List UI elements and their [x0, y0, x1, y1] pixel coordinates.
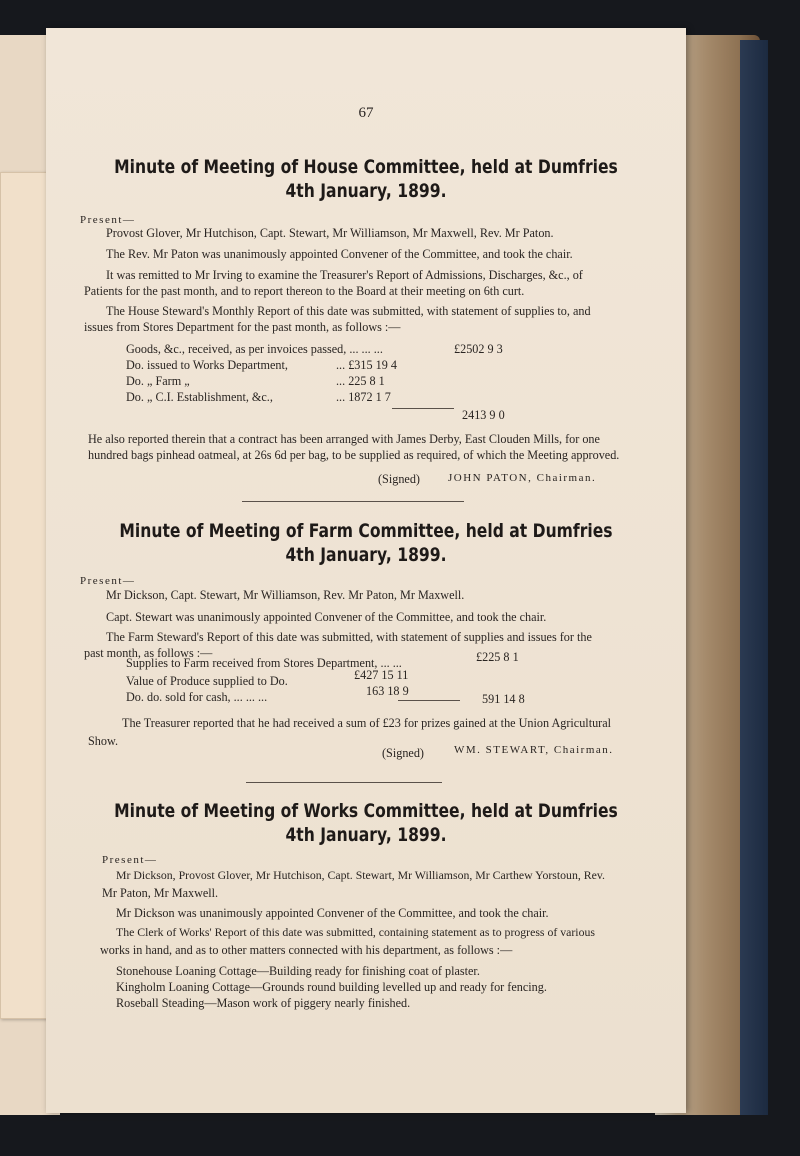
- house-paragraph-2b: Patients for the past month, and to report thereon to the Board at their meeting on 6th curt.: [84, 284, 525, 298]
- farm-signed: (Signed): [382, 746, 424, 760]
- farm-paragraph-3a: The Treasurer reported that he had received a sum of £23 for prizes gained at the Union Agricultural: [122, 716, 612, 730]
- farm-subtotal: 591 14 8: [482, 692, 525, 706]
- works-item-kingholm: Kingholm Loaning Cottage—Grounds round building levelled up and ready for fencing.: [116, 980, 547, 994]
- farm-paragraph-2b: past month, as follows :—: [84, 646, 213, 660]
- farm-row-cash-amount: 163 18 9: [366, 684, 409, 698]
- house-row-ci: Do. „ C.I. Establishment, &c.,: [126, 390, 273, 404]
- house-paragraph-4a: He also reported therein that a contract has been arranged with James Derby, East Clouden Mills, for one: [88, 432, 600, 446]
- house-row-farm: Do. „ Farm „: [126, 374, 190, 388]
- works-paragraph-2b: works in hand, and as to other matters connected with his department, as follows :—: [100, 943, 513, 957]
- house-signed: (Signed): [378, 472, 420, 486]
- works-title-line1: Minute of Meeting of Works Committee, held at Dumfries: [114, 800, 618, 822]
- section-divider: [242, 501, 464, 502]
- house-row-works-amount: ... £315 19 4: [336, 358, 397, 372]
- works-item-stonehouse: Stonehouse Loaning Cottage—Building ready for finishing coat of plaster.: [116, 964, 480, 978]
- works-paragraph-2a: The Clerk of Works' Report of this date was submitted, containing statement as to progress of various: [116, 925, 595, 939]
- house-paragraph-1: The Rev. Mr Paton was unanimously appointed Convener of the Committee, and took the chair.: [106, 247, 573, 261]
- house-title-line1: Minute of Meeting of House Committee, held at Dumfries: [114, 156, 618, 178]
- farm-paragraph-2a: The Farm Steward's Report of this date was submitted, with statement of supplies and issues for the: [106, 630, 592, 644]
- farm-row-produce: Value of Produce supplied to Do.: [126, 674, 288, 688]
- section-divider: [246, 782, 442, 783]
- house-row-goods-total: £2502 9 3: [454, 342, 503, 356]
- works-item-roseball: Roseball Steading—Mason work of piggery nearly finished.: [116, 996, 411, 1010]
- farm-row-supplies: Supplies to Farm received from Stores Department, ... ...: [126, 656, 402, 670]
- farm-row-produce-amount: £427 15 11: [354, 668, 409, 682]
- page-number: 67: [358, 105, 374, 121]
- farm-row-supplies-total: £225 8 1: [476, 650, 519, 664]
- farm-present-list: Mr Dickson, Capt. Stewart, Mr Williamson, Rev. Mr Paton, Mr Maxwell.: [106, 588, 465, 602]
- house-paragraph-3b: issues from Stores Department for the past month, as follows :—: [84, 320, 401, 334]
- house-subtotal: 2413 9 0: [462, 408, 505, 422]
- house-paragraph-4b: hundred bags pinhead oatmeal, at 26s 6d per bag, to be supplied as required, of which the Meeting approved.: [88, 448, 620, 462]
- house-row-works: Do. issued to Works Department,: [126, 358, 288, 372]
- farm-title-line1: Minute of Meeting of Farm Committee, held at Dumfries: [119, 520, 613, 542]
- document-page: [46, 28, 686, 1113]
- house-present-list: Provost Glover, Mr Hutchison, Capt. Stewart, Mr Williamson, Mr Maxwell, Rev. Mr Paton.: [106, 226, 554, 240]
- house-sum-rule: [392, 408, 454, 409]
- house-row-farm-amount: ... 225 8 1: [336, 374, 385, 388]
- farm-present-label: Present—: [80, 575, 136, 587]
- works-title-line2: 4th January, 1899.: [285, 824, 447, 846]
- house-present-label: Present—: [80, 214, 136, 226]
- farm-paragraph-1: Capt. Stewart was unanimously appointed Convener of the Committee, and took the chair.: [106, 610, 547, 624]
- farm-paragraph-3b: Show.: [88, 734, 119, 748]
- farm-sum-rule: [398, 700, 460, 701]
- book-cover-edge: [740, 40, 768, 1115]
- works-present-list-a: Mr Dickson, Provost Glover, Mr Hutchison, Capt. Stewart, Mr Williamson, Mr Carthew Yorstoun, Rev.: [116, 868, 605, 882]
- house-row-ci-amount: ... 1872 1 7: [336, 390, 391, 404]
- house-title-line2: 4th January, 1899.: [285, 180, 447, 202]
- house-signatory: JOHN PATON, Chairman.: [448, 472, 597, 484]
- works-present-label: Present—: [102, 854, 158, 866]
- farm-title-line2: 4th January, 1899.: [285, 544, 447, 566]
- works-paragraph-1: Mr Dickson was unanimously appointed Convener of the Committee, and took the chair.: [116, 906, 549, 920]
- farm-signatory: WM. STEWART, Chairman.: [454, 744, 614, 756]
- works-present-list-b: Mr Paton, Mr Maxwell.: [102, 886, 219, 900]
- house-paragraph-3a: The House Steward's Monthly Report of this date was submitted, with statement of supplies to, and: [106, 304, 591, 318]
- house-paragraph-2a: It was remitted to Mr Irving to examine the Treasurer's Report of Admissions, Discharges, &c., of: [106, 268, 583, 282]
- farm-row-cash: Do. do. sold for cash, ... ... ...: [126, 690, 268, 704]
- house-row-goods: Goods, &c., received, as per invoices passed, ... ... ...: [126, 342, 383, 356]
